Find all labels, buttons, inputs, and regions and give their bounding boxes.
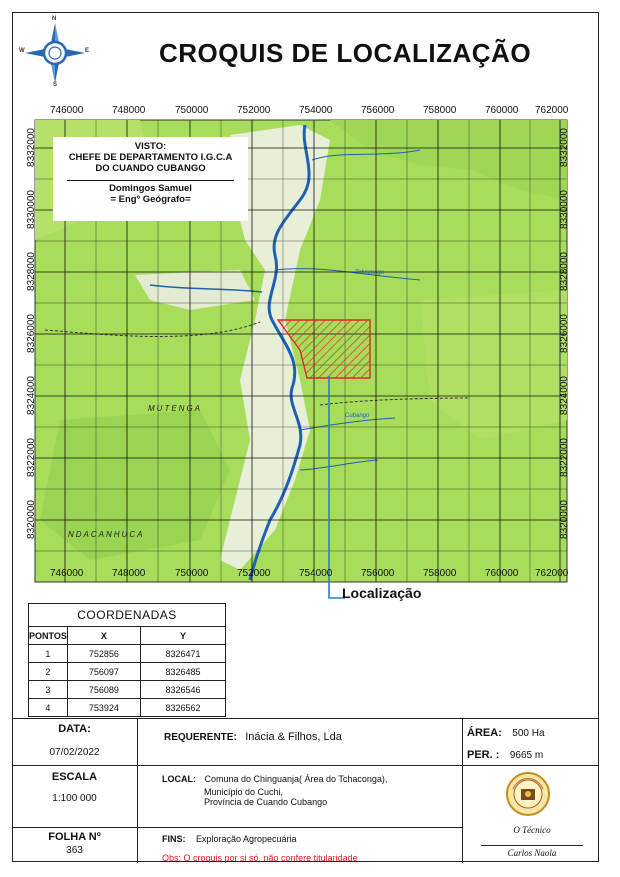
fins-label: FINS:	[162, 834, 186, 844]
x-tick-label: 748000	[112, 568, 146, 579]
table-row	[29, 699, 226, 717]
x-tick-label: 752000	[237, 568, 271, 579]
compass-e-label: E	[85, 48, 90, 54]
requerente-label: REQUERENTE:	[164, 732, 237, 743]
folha-value: 363	[66, 845, 83, 856]
x-tick-label: 762000	[535, 105, 569, 116]
x-tick-label: 754000	[299, 568, 333, 579]
area-label: ÁREA:	[467, 727, 502, 739]
table-row	[29, 645, 226, 663]
place-label-cubango: Cubango	[345, 413, 370, 419]
cell-ponto: 3	[29, 681, 68, 699]
x-tick-label: 758000	[423, 568, 457, 579]
requerente-value: Inácia & Filhos, Lda	[245, 731, 342, 743]
area-value: 500 Ha	[512, 728, 545, 739]
coordinates-table	[28, 603, 226, 717]
x-tick-label: 760000	[485, 568, 519, 579]
divider	[137, 719, 138, 863]
x-tick-label: 748000	[112, 105, 146, 116]
x-tick-label: 762000	[535, 568, 569, 579]
page-title: CROQUIS DE LOCALIZAÇÃO	[158, 38, 532, 68]
local-line1: Comuna do Chinguanja( Área do Tchaconga),	[204, 774, 388, 784]
tecnico-title: O Técnico	[513, 825, 551, 835]
col-header-y: Y	[141, 627, 226, 645]
divider	[12, 765, 599, 766]
cell-y: 8326546	[141, 681, 226, 699]
y-tick-label: 8326000	[558, 314, 570, 353]
visto-line2: CHEFE DE DEPARTAMENTO I.G.C.A	[68, 152, 233, 163]
col-header-pontos: PONTOS	[29, 627, 68, 645]
localizacao-label: Localização	[342, 585, 422, 601]
folha-label: FOLHA Nº	[48, 831, 101, 843]
signature-line	[67, 180, 234, 181]
cell-ponto: 1	[29, 645, 68, 663]
escala-label: ESCALA	[51, 771, 98, 783]
cell-x: 756097	[67, 663, 140, 681]
place-label-mutenga: MUTENGA	[148, 404, 202, 413]
cell-x: 756089	[67, 681, 140, 699]
x-tick-label: 750000	[175, 105, 209, 116]
y-tick-label: 8324000	[25, 376, 37, 415]
x-tick-label: 758000	[423, 105, 457, 116]
title-block	[12, 718, 599, 863]
compass-w-label: W	[19, 48, 25, 54]
y-tick-label: 8326000	[25, 314, 37, 353]
obs-note: Obs: O croquis por si só, não confere titularidade	[162, 853, 358, 863]
y-tick-label: 8330000	[558, 190, 570, 229]
y-tick-label: 8320000	[558, 500, 570, 539]
x-tick-label: 746000	[50, 105, 84, 116]
visto-box	[53, 137, 248, 221]
divider	[12, 827, 462, 828]
col-header-x: X	[67, 627, 140, 645]
per-label: PER. :	[467, 749, 500, 761]
cell-y: 8326471	[141, 645, 226, 663]
y-tick-label: 8330000	[25, 190, 37, 229]
x-tick-label: 760000	[485, 105, 519, 116]
local-line3: Província de Cuando Cubango	[204, 797, 328, 807]
local-label: LOCAL:	[162, 774, 196, 784]
table-row	[29, 681, 226, 699]
y-tick-label: 8322000	[558, 438, 570, 477]
visto-name: Domingos Samuel	[109, 183, 192, 194]
escala-value: 1:100 000	[52, 793, 97, 804]
local-line2: Município do Cuchi,	[204, 787, 284, 797]
y-tick-label: 8332000	[25, 128, 37, 167]
place-label-ndacanhuca: NDACANHUCA	[68, 530, 145, 539]
x-tick-label: 754000	[299, 105, 333, 116]
cell-x: 753924	[67, 699, 140, 717]
visto-role: = Engº Geógrafo=	[110, 194, 191, 205]
official-stamp-icon	[505, 771, 551, 817]
cell-ponto: 4	[29, 699, 68, 717]
y-tick-label: 8332000	[558, 128, 570, 167]
y-tick-label: 8324000	[558, 376, 570, 415]
cell-y: 8326562	[141, 699, 226, 717]
data-label: DATA:	[58, 723, 91, 735]
data-value: 07/02/2022	[49, 747, 100, 758]
table-row	[29, 663, 226, 681]
y-tick-label: 8328000	[558, 252, 570, 291]
y-tick-label: 8322000	[25, 438, 37, 477]
cell-ponto: 2	[29, 663, 68, 681]
x-tick-label: 746000	[50, 568, 84, 579]
y-tick-label: 8328000	[25, 252, 37, 291]
tecnico-name: Carlos Naola	[507, 848, 557, 858]
place-label-tchaconga: Tchaconga	[355, 270, 385, 276]
x-tick-label: 756000	[361, 105, 395, 116]
tecnico-signature-line	[481, 845, 583, 846]
compass-s-label: S	[53, 82, 58, 88]
visto-title: VISTO:	[134, 141, 167, 152]
x-tick-label: 756000	[361, 568, 395, 579]
x-tick-label: 752000	[237, 105, 271, 116]
visto-line3: DO CUANDO CUBANGO	[95, 163, 206, 174]
coordinates-caption: COORDENADAS	[29, 604, 226, 627]
x-tick-label: 750000	[175, 568, 209, 579]
per-value: 9665 m	[509, 750, 544, 761]
y-tick-label: 8320000	[25, 500, 37, 539]
fins-value: Exploração Agropecuária	[195, 834, 297, 844]
cell-x: 752856	[67, 645, 140, 663]
compass-n-label: N	[52, 16, 57, 22]
cell-y: 8326485	[141, 663, 226, 681]
